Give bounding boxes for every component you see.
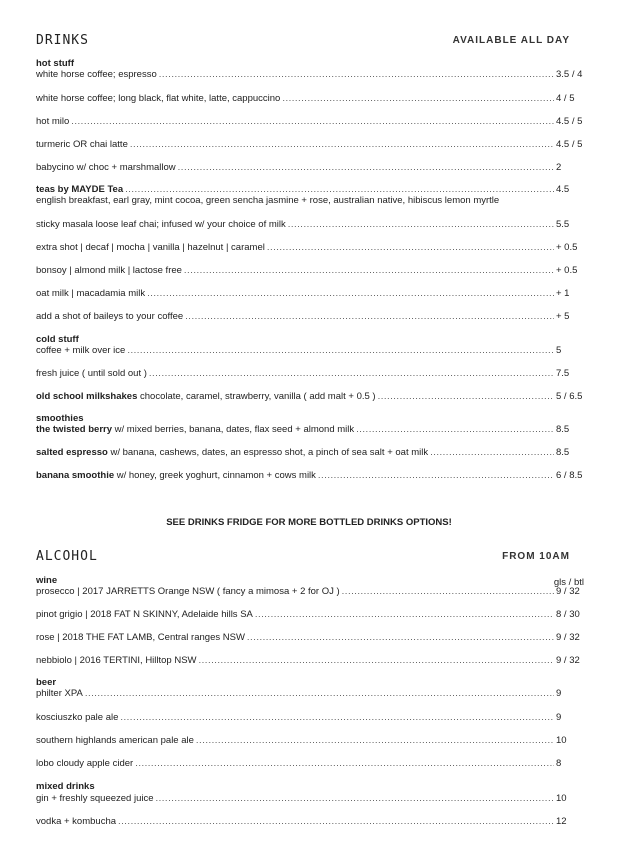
leader-dots: [378, 391, 554, 403]
leader-dots: [247, 632, 554, 644]
menu-item-smoothie: [36, 447, 586, 459]
menu-item: [36, 655, 586, 667]
item-name: turmeric OR chai latte: [36, 139, 128, 150]
item-name: bonsoy | almond milk | lactose free: [36, 265, 182, 276]
menu-item: [36, 93, 586, 105]
item-price: + 5: [556, 311, 570, 322]
item-name: fresh juice ( until sold out ): [36, 368, 147, 379]
leader-dots: [318, 470, 554, 482]
item-name: lobo cloudy apple cider: [36, 758, 134, 769]
hot-stuff-heading: hot stuff: [36, 58, 74, 69]
item-name-detail: w/ banana, cashews, dates, an espresso shot, a pinch of sea salt + oat milk: [107, 447, 429, 458]
menu-item: [36, 793, 586, 805]
menu-item: [36, 345, 586, 357]
item-name: teas by MAYDE Tea: [36, 184, 124, 195]
leader-dots: [185, 311, 554, 323]
item-name: prosecco | 2017 JARRETTS Orange NSW ( fancy a mimosa + 2 for OJ ): [36, 586, 340, 597]
item-price: 4 / 5: [556, 93, 575, 104]
item-price: 9: [556, 712, 562, 723]
menu-item-smoothie: [36, 470, 586, 482]
leader-dots: [184, 265, 554, 277]
teas-description: english breakfast, earl gray, mint cocoa, green sencha jasmine + rose, australian native, hibiscus lemon myrtle: [36, 195, 500, 206]
item-price: 4.5: [556, 184, 570, 195]
item-name: philter XPA: [36, 688, 83, 699]
item-price: 9 / 32: [556, 586, 580, 597]
menu-item: [36, 139, 586, 151]
item-name: southern highlands american pale ale: [36, 735, 194, 746]
item-name: [36, 447, 428, 459]
item-price: 9 / 32: [556, 655, 580, 666]
leader-dots: [199, 655, 554, 667]
leader-dots: [178, 162, 554, 174]
item-name-detail: chocolate, caramel, strawberry, vanilla ( add malt + 0.5 ): [137, 391, 376, 402]
item-price: 2: [556, 162, 562, 173]
menu-item: [36, 609, 586, 621]
item-price: + 0.5: [556, 242, 578, 253]
drinks-header: [36, 33, 570, 49]
leader-dots: [282, 93, 554, 105]
menu-item: [36, 162, 586, 174]
menu-item: [36, 816, 586, 828]
menu-item-milkshakes: [36, 391, 586, 403]
leader-dots: [159, 69, 554, 81]
item-name: [36, 470, 316, 482]
leader-dots: [71, 116, 554, 128]
mixed-drinks-heading: mixed drinks: [36, 781, 95, 792]
item-price: 9: [556, 688, 562, 699]
alcohol-title: ALCOHOL: [36, 549, 98, 564]
beer-heading: beer: [36, 677, 57, 688]
item-price: 9 / 32: [556, 632, 580, 643]
item-price: 3.5 / 4: [556, 69, 583, 80]
leader-dots: [118, 816, 554, 828]
alcohol-header: [36, 549, 570, 565]
item-name: [36, 391, 376, 403]
leader-dots: [156, 793, 554, 805]
item-price: 4.5 / 5: [556, 139, 583, 150]
item-price: 6 / 8.5: [556, 470, 583, 481]
item-price: 5: [556, 345, 562, 356]
item-price: 12: [556, 816, 567, 827]
item-name-bold: old school milkshakes: [36, 391, 138, 402]
item-price: + 1: [556, 288, 570, 299]
cold-stuff-heading: cold stuff: [36, 334, 79, 345]
item-name: white horse coffee; espresso: [36, 69, 157, 80]
leader-dots: [85, 688, 554, 700]
menu-item: [36, 758, 586, 770]
item-price: 8.5: [556, 447, 570, 458]
menu-item: [36, 219, 586, 231]
item-name: hot milo: [36, 116, 70, 127]
item-name: nebbiolo | 2016 TERTINI, Hilltop NSW: [36, 655, 197, 666]
item-name: pinot grigio | 2018 FAT N SKINNY, Adelaide hills SA: [36, 609, 253, 620]
item-price: 5.5: [556, 219, 570, 230]
item-name: rose | 2018 THE FAT LAMB, Central ranges NSW: [36, 632, 245, 643]
item-name-detail: w/ honey, greek yoghurt, cinnamon + cows milk: [114, 470, 316, 481]
item-name: [36, 424, 354, 436]
smoothies-heading: smoothies: [36, 413, 84, 424]
fridge-notice: SEE DRINKS FRIDGE FOR MORE BOTTLED DRINKS OPTIONS!: [166, 517, 452, 528]
menu-item: [36, 242, 586, 254]
leader-dots: [196, 735, 554, 747]
item-price: 4.5 / 5: [556, 116, 583, 127]
drinks-availability: AVAILABLE ALL DAY: [452, 35, 570, 46]
leader-dots: [267, 242, 554, 254]
drinks-title: DRINKS: [36, 33, 89, 48]
menu-item: [36, 69, 586, 81]
menu-item-smoothie: [36, 424, 586, 436]
alcohol-availability: FROM 10AM: [502, 551, 570, 562]
item-name: sticky masala loose leaf chai; infused w/ your choice of milk: [36, 219, 286, 230]
leader-dots: [127, 345, 554, 357]
menu-item: [36, 735, 586, 747]
item-price: 8: [556, 758, 562, 769]
gls-btl-label: gls / btl: [553, 577, 584, 588]
item-name-bold: salted espresso: [36, 447, 108, 458]
item-name: coffee + milk over ice: [36, 345, 126, 356]
menu-item: [36, 311, 586, 323]
item-price: 7.5: [556, 368, 570, 379]
leader-dots: [342, 586, 554, 598]
item-price: 8 / 30: [556, 609, 580, 620]
item-name: add a shot of baileys to your coffee: [36, 311, 184, 322]
item-price: 10: [556, 735, 567, 746]
menu-item: [36, 116, 586, 128]
item-price: 10: [556, 793, 567, 804]
menu-item: [36, 712, 586, 724]
item-name: oat milk | macadamia milk: [36, 288, 146, 299]
item-price: + 0.5: [556, 265, 578, 276]
leader-dots: [255, 609, 554, 621]
item-name: white horse coffee; long black, flat white, latte, cappuccino: [36, 93, 281, 104]
item-name-detail: w/ mixed berries, banana, dates, flax seed + almond milk: [112, 424, 355, 435]
menu-item: [36, 288, 586, 300]
leader-dots: [430, 447, 554, 459]
item-name: gin + freshly squeezed juice: [36, 793, 154, 804]
leader-dots: [130, 139, 554, 151]
item-name-bold: the twisted berry: [36, 424, 113, 435]
item-name: extra shot | decaf | mocha | vanilla | hazelnut | caramel: [36, 242, 265, 253]
leader-dots: [149, 368, 554, 380]
leader-dots: [288, 219, 554, 231]
item-name: vodka + kombucha: [36, 816, 117, 827]
leader-dots: [120, 712, 554, 724]
item-price: 5 / 6.5: [556, 391, 583, 402]
leader-dots: [356, 424, 554, 436]
menu-item: [36, 265, 586, 277]
menu-item: [36, 368, 586, 380]
wine-heading: wine: [36, 575, 58, 586]
item-name: kosciuszko pale ale: [36, 712, 119, 723]
menu-item: [36, 632, 586, 644]
item-price: 8.5: [556, 424, 570, 435]
leader-dots: [135, 758, 554, 770]
menu-item: [36, 586, 586, 598]
item-name-bold: banana smoothie: [36, 470, 115, 481]
menu-item: [36, 688, 586, 700]
leader-dots: [147, 288, 554, 300]
item-name: babycino w/ choc + marshmallow: [36, 162, 176, 173]
